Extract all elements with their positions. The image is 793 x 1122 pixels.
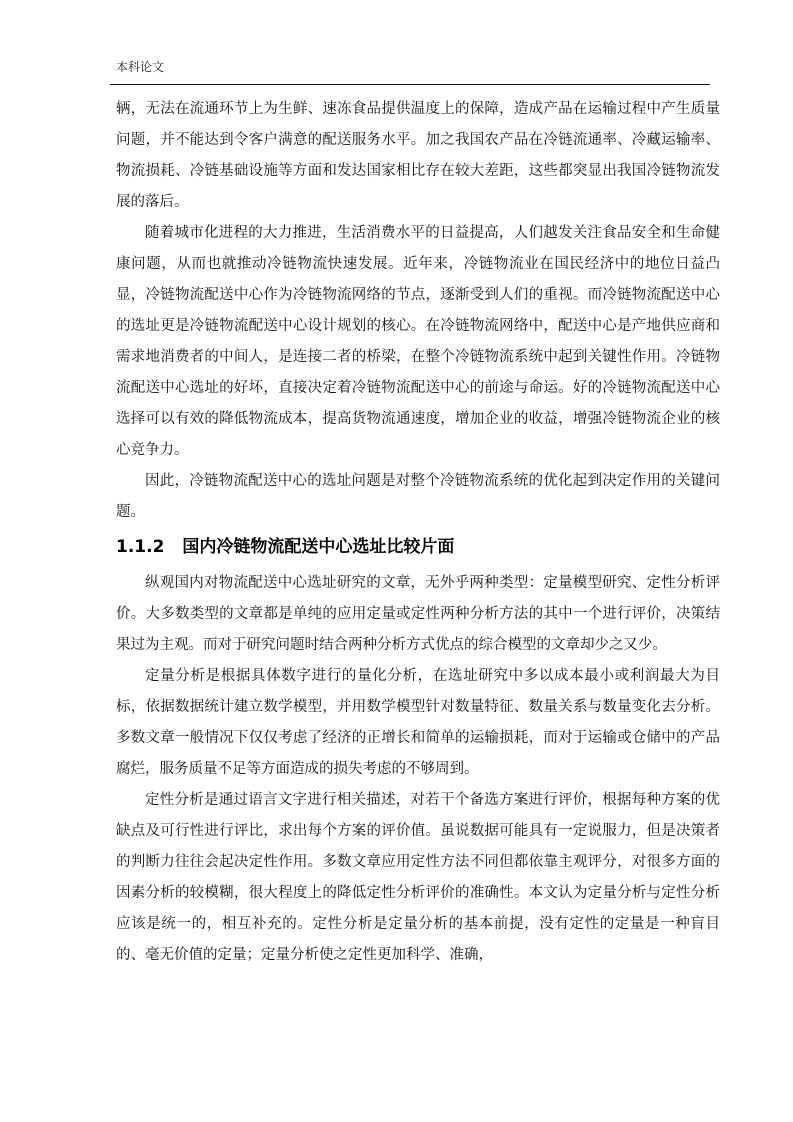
paragraph: 定量分析是根据具体数字进行的量化分析，在选址研究中多以成本最小或利润最大为目标，依据数据统计建立数学模型，并用数学模型针对数量特征、数量关系与数量变化去分析。多数文章一般情况下仅仅考虑了经济的正增长和简单的运输损耗，而对于运输或仓储中的产品腐烂，服务质量不足等方面造成的损失考虑的不够周到。 bbox=[116, 668, 720, 777]
header-rule bbox=[110, 84, 710, 85]
section-number: 1.1.2 bbox=[116, 537, 165, 557]
section-heading bbox=[116, 532, 720, 562]
paragraph: 纵观国内对物流配送中心选址研究的文章，无外乎两种类型：定量模型研究、定性分析评价。大多数类型的文章都是单纯的应用定量或定性两种分析方法的其中一个进行评价，决策结果过为主观。而对于研究问题时结合两种分析方式优点的综合模型的文章却少之又少。 bbox=[116, 575, 720, 653]
page-header: 本科论文 bbox=[116, 60, 165, 74]
document-body bbox=[116, 94, 720, 971]
paragraph: 随着城市化进程的大力推进，生活消费水平的日益提高，人们越发关注食品安全和生命健康问题，从而也就推动冷链物流快速发展。近年来，冷链物流业在国民经济中的地位日益凸显，冷链物流配送中心作为冷链物流网络的节点，逐渐受到人们的重视。而冷链物流配送中心的选址更是冷链物流配送中心设计规划的核心。在冷链物流网络中，配送中心是产地供应商和需求地消费者的中间人，是连接二者的桥梁，在整个冷链物流系统中起到关键性作用。冷链物流配送中心选址的好坏，直接决定着冷链物流配送中心的前途与命运。好的冷链物流配送中心选择可以有效的降低物流成本，提高货物流通速度，增加企业的收益，增强冷链物流企业的核心竞争力。 bbox=[116, 225, 720, 458]
section-title: 国内冷链物流配送中心选址比较片面 bbox=[182, 537, 455, 557]
paragraph: 定性分析是通过语言文字进行相关描述，对若干个备选方案进行评价，根据每种方案的优缺点及可行性进行评比，求出每个方案的评价值。虽说数据可能具有一定说服力，但是决策者的判断力往往会起决定性作用。多数文章应用定性方法不同但都依靠主观评分，对很多方面的因素分析的较模糊，很大程度上的降低定性分析评价的准确性。本文认为定量分析与定性分析应该是统一的，相互补充的。定性分析是定量分析的基本前提，没有定性的定量是一种盲目的、毫无价值的定量；定量分析使之定性更加科学、准确， bbox=[116, 792, 720, 963]
paragraph: 辆，无法在流通环节上为生鲜、速冻食品提供温度上的保障，造成产品在运输过程中产生质量问题，并不能达到令客户满意的配送服务水平。加之我国农产品在冷链流通率、冷藏运输率、物流损耗、冷链基础设施等方面和发达国家相比存在较大差距，这些都突显出我国冷链物流发展的落后。 bbox=[116, 101, 720, 210]
paragraph: 因此，冷链物流配送中心的选址问题是对整个冷链物流系统的优化起到决定作用的关键问题。 bbox=[116, 473, 720, 520]
